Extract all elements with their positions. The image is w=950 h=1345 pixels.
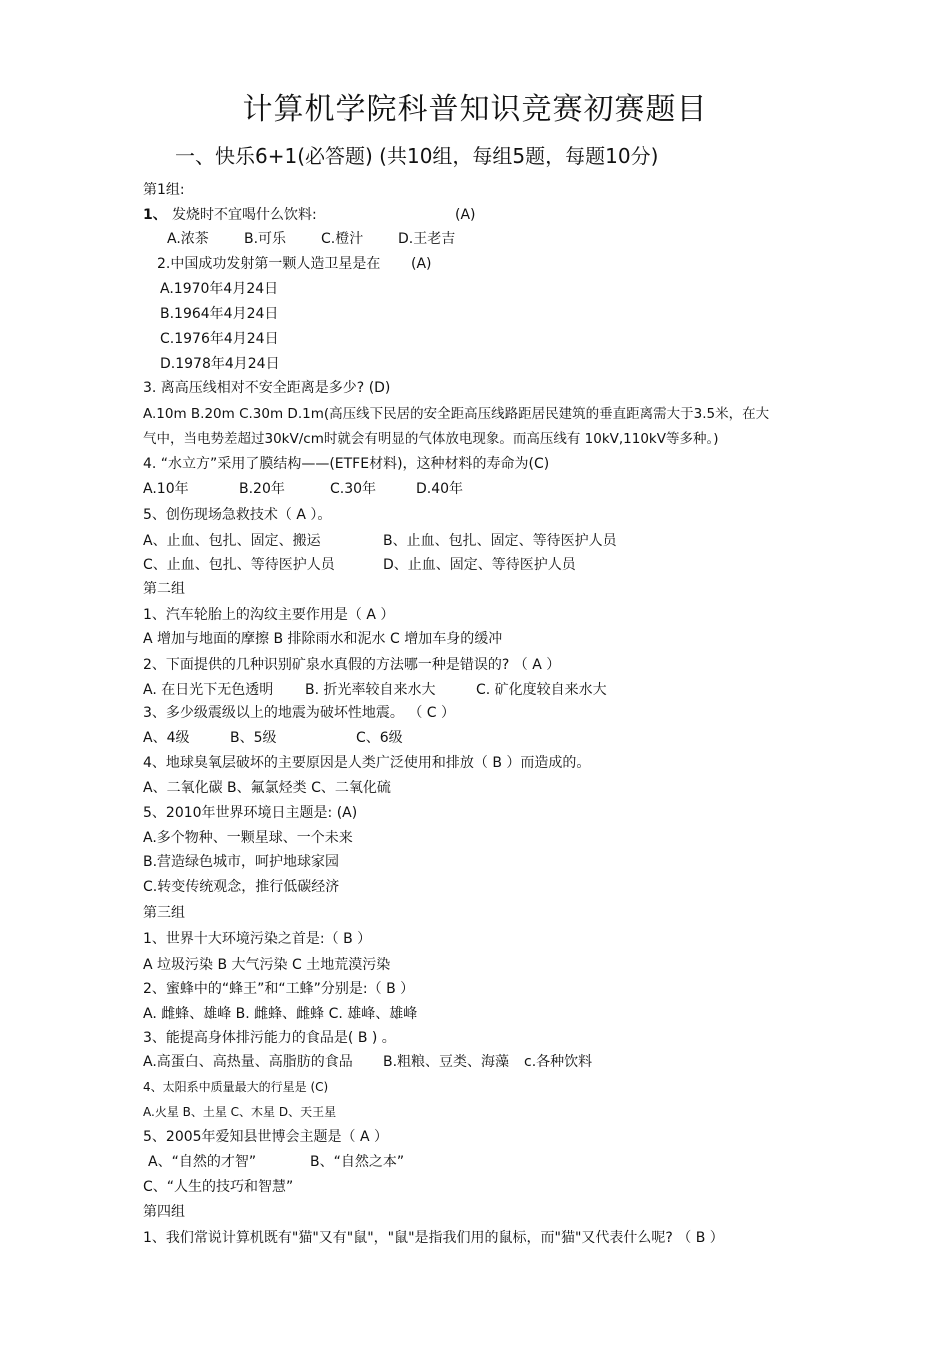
option: C、“人生的技巧和智慧” (143, 1179, 294, 1195)
option: B、止血、包扎、固定、等待医护人员 (383, 533, 617, 549)
question-text: 1、我们常说计算机既有"猫"又有"鼠"，"鼠"是指我们用的鼠标，而"猫"又代表什么呢? （ B ） (143, 1230, 724, 1246)
option: A、“自然的才智” (148, 1154, 257, 1170)
question-text: 5、2010年世界环境日主题是: (A) (143, 805, 358, 821)
question-text: 2.中国成功发射第一颗人造卫星是在 (157, 256, 381, 272)
question-text: 4. “水立方”采用了膜结构——(ETFE材料)，这种材料的寿命为(C) (143, 456, 550, 472)
options-line: A. 雌蜂、雄峰 B. 雌蜂、雌蜂 C. 雄峰、雄峰 (143, 1006, 418, 1022)
question-text: 3. 离高压线相对不安全距离是多少? (D) (143, 380, 391, 396)
group-4-label: 第四组 (143, 1204, 185, 1220)
option: C. 矿化度较自来水大 (476, 682, 607, 698)
option: A.1970年4月24日 (160, 281, 279, 297)
option: B、“自然之本” (310, 1154, 405, 1170)
question-text: 3、能提高身体排污能力的食品是( B ) 。 (143, 1030, 396, 1046)
group-3-label: 第三组 (143, 905, 185, 921)
option: B、5级 (230, 730, 277, 746)
option: D.1978年4月24日 (160, 356, 280, 372)
option: B.1964年4月24日 (160, 306, 279, 322)
question-text: 1、世界十大环境污染之首是:（ B ） (143, 931, 372, 947)
option: C.转变传统观念，推行低碳经济 (143, 879, 340, 895)
question-text: 1、汽车轮胎上的沟纹主要作用是（ A ） (143, 607, 395, 623)
group-1-label: 第1组: (143, 182, 185, 198)
answer-key: (A) (455, 207, 476, 223)
option: C、止血、包扎、等待医护人员 (143, 557, 335, 573)
options-with-note: A.10m B.20m C.30m D.1m(高压线下民居的安全距高压线路距居民建筑的垂直距离需大于3.5米，在大 (143, 406, 770, 422)
question-text: 2、下面提供的几种识别矿泉水真假的方法哪一种是错误的? （ A ） (143, 657, 561, 673)
question-text: 2、蜜蜂中的“蜂王”和“工蜂”分别是:（ B ） (143, 981, 415, 997)
answer-key: (A) (411, 256, 432, 272)
option: A.10年 (143, 481, 189, 497)
option: B.粗粮、豆类、海藻 (383, 1054, 510, 1070)
option: c.各种饮料 (524, 1054, 593, 1070)
question-text: 5、2005年爱知县世博会主题是（ A ） (143, 1129, 389, 1145)
option: A.多个物种、一颗星球、一个未来 (143, 830, 353, 846)
option: A、4级 (143, 730, 190, 746)
option: A.浓茶 (167, 231, 209, 247)
options-line: A、二氧化碳 B、氟氯烃类 C、二氧化硫 (143, 780, 391, 796)
document-title: 计算机学院科普知识竞赛初赛题目 (242, 92, 708, 127)
q1-number: 1、 (143, 207, 167, 223)
option: B. 折光率较自来水大 (305, 682, 436, 698)
options-line: A 增加与地面的摩擦 B 排除雨水和泥水 C 增加车身的缓冲 (143, 631, 503, 647)
question-text: 3、多少级震级以上的地震为破坏性地震。 （ C ） (143, 705, 456, 721)
option: C.橙汁 (321, 231, 364, 247)
option: C.1976年4月24日 (160, 331, 279, 347)
option: A. 在日光下无色透明 (143, 682, 274, 698)
question-text: 5、创伤现场急救技术（ A ）。 (143, 507, 332, 523)
option: B.可乐 (244, 231, 287, 247)
options-line: A 垃圾污染 B 大气污染 C 土地荒漠污染 (143, 957, 391, 973)
option: A、止血、包扎、固定、搬运 (143, 533, 321, 549)
note-text: 气中，当电势差超过30kV/cm时就会有明显的气体放电现象。而高压线有 10kV,110kV等多种。) (143, 431, 719, 447)
option: D.王老吉 (398, 231, 456, 247)
group-2-label: 第二组 (143, 581, 185, 597)
option: B.20年 (239, 481, 285, 497)
section-heading: 一、快乐6+1(必答题) (共10组，每组5题，每题10分) (175, 144, 659, 168)
option: C、6级 (356, 730, 403, 746)
option: A.高蛋白、高热量、高脂肪的食品 (143, 1054, 353, 1070)
question-text: 4、太阳系中质量最大的行星是 (C) (143, 1080, 329, 1094)
question-text: 发烧时不宜喝什么饮料: (172, 207, 317, 223)
options-line: A.火星 B、土星 C、木星 D、天王星 (143, 1105, 337, 1119)
option: B.营造绿色城市，呵护地球家园 (143, 854, 340, 870)
option: C.30年 (330, 481, 377, 497)
option: D、止血、固定、等待医护人员 (383, 557, 576, 573)
question-text: 4、地球臭氧层破坏的主要原因是人类广泛使用和排放（ B ）而造成的。 (143, 755, 591, 771)
option: D.40年 (416, 481, 464, 497)
